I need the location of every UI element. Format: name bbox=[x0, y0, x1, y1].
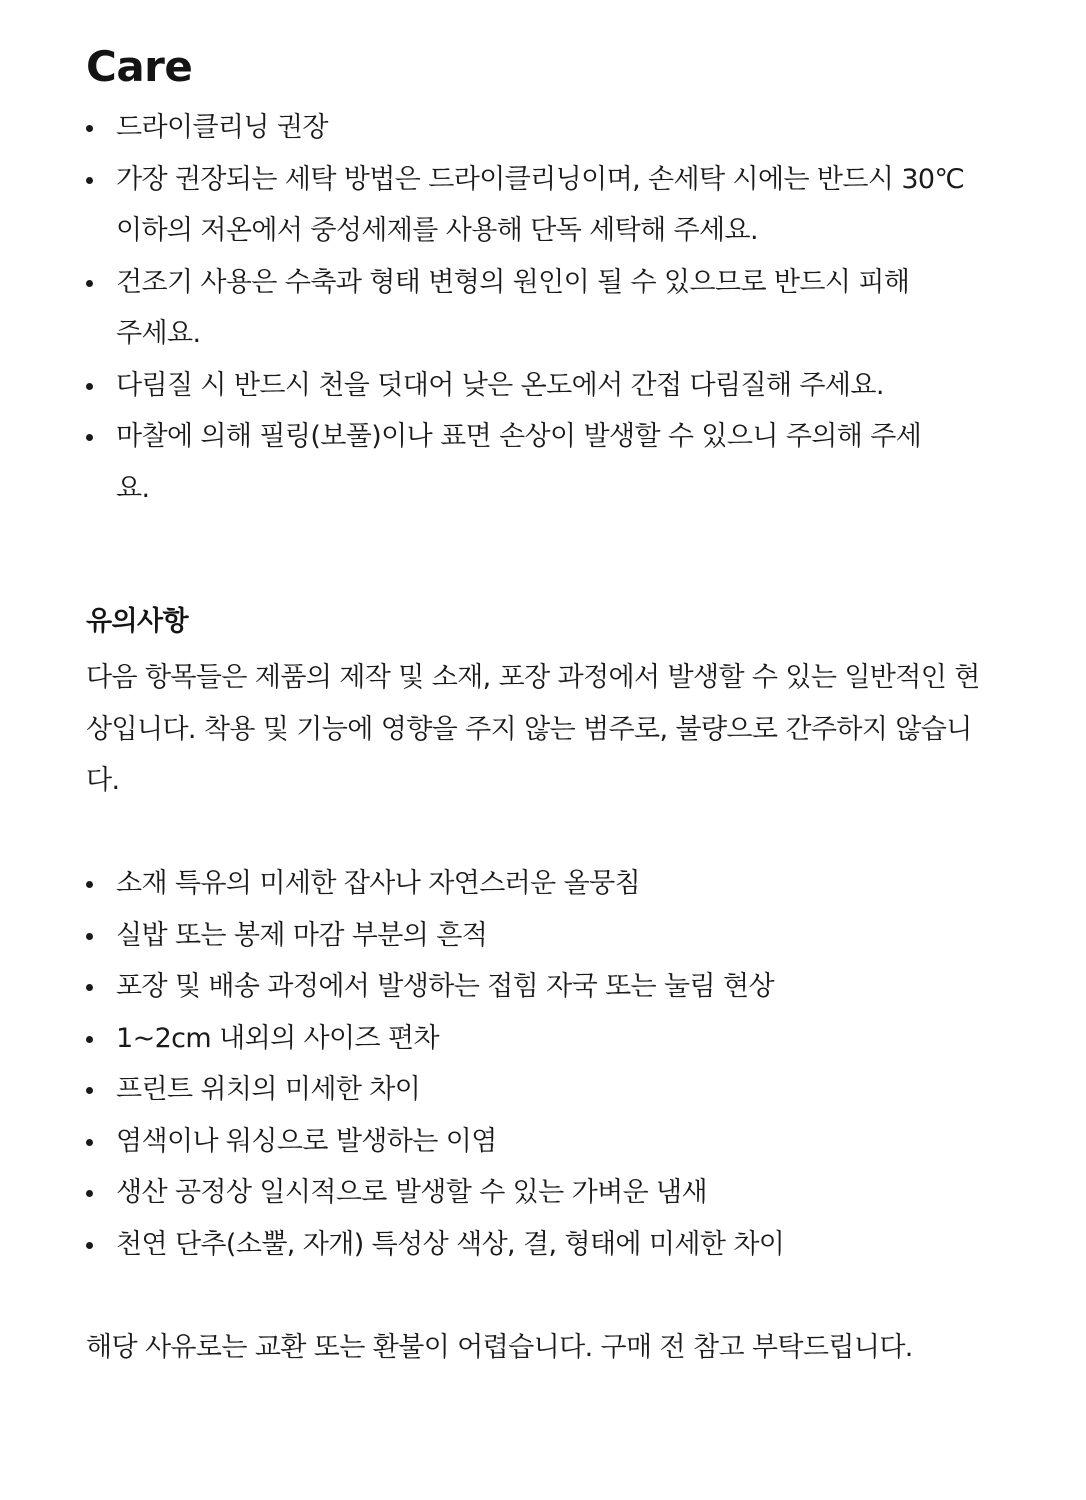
notice-item-text: 실밥 또는 봉제 마감 부분의 흔적 bbox=[116, 919, 488, 951]
notice-item bbox=[86, 1219, 986, 1271]
care-item bbox=[86, 257, 926, 360]
bullet-icon bbox=[86, 1036, 93, 1043]
bullet-icon bbox=[86, 1242, 93, 1249]
closing-note: 해당 사유로는 교환 또는 환불이 어렵습니다. 구매 전 참고 부탁드립니다. bbox=[86, 1332, 913, 1363]
bullet-icon bbox=[86, 280, 93, 287]
bullet-icon bbox=[86, 125, 93, 132]
bullet-icon bbox=[86, 1087, 93, 1094]
notice-title: 유의사항 bbox=[86, 606, 188, 637]
care-item bbox=[86, 102, 986, 154]
bullet-icon bbox=[86, 383, 93, 390]
notice-item-text: 생산 공정상 일시적으로 발생할 수 있는 가벼운 냄새 bbox=[116, 1177, 707, 1208]
notice-item bbox=[86, 1064, 986, 1116]
care-item bbox=[86, 411, 946, 514]
notice-item-text: 천연 단추(소뿔, 자개) 특성상 색상, 결, 형태에 미세한 차이 bbox=[116, 1228, 785, 1260]
bullet-icon bbox=[86, 984, 93, 991]
care-title: Care bbox=[86, 42, 193, 91]
care-item-text: 다림질 시 반드시 천을 덧대어 낮은 온도에서 간접 다림질해 주세요. bbox=[116, 369, 884, 401]
notice-item-text: 프린트 위치의 미세한 차이 bbox=[116, 1074, 421, 1105]
notice-item bbox=[86, 858, 986, 910]
care-item-text: 드라이클리닝 권장 bbox=[116, 112, 328, 143]
notice-item bbox=[86, 1167, 986, 1219]
care-item-text: 건조기 사용은 수축과 형태 변형의 원인이 될 수 있으므로 반드시 피해주세요. bbox=[116, 266, 910, 349]
notice-item bbox=[86, 910, 986, 962]
bullet-icon bbox=[86, 1139, 93, 1146]
notice-item-text: 소재 특유의 미세한 잡사나 자연스러운 올뭉침 bbox=[116, 868, 641, 899]
care-instructions-list bbox=[86, 102, 986, 514]
notice-item-text: 포장 및 배송 과정에서 발생하는 접힘 자국 또는 눌림 현상 bbox=[116, 971, 774, 1002]
bullet-icon bbox=[86, 881, 93, 888]
care-item-text: 마찰에 의해 필링(보풀)이나 표면 손상이 발생할 수 있으니 주의해 주세요. bbox=[116, 421, 922, 504]
notice-item bbox=[86, 1116, 986, 1168]
care-item-text: 가장 권장되는 세탁 방법은 드라이클리닝이며, 손세탁 시에는 반드시 30℃ 이하의 저온에서 중성세제를 사용해 단독 세탁해 주세요. bbox=[116, 163, 965, 246]
notice-item bbox=[86, 1013, 986, 1065]
notice-item-text: 1~2cm 내외의 사이즈 편차 bbox=[116, 1022, 439, 1054]
bullet-icon bbox=[86, 1190, 93, 1197]
bullet-icon bbox=[86, 933, 93, 940]
care-item bbox=[86, 154, 996, 257]
notice-item-text: 염색이나 워싱으로 발생하는 이염 bbox=[116, 1125, 497, 1157]
notice-description: 다음 항목들은 제품의 제작 및 소재, 포장 과정에서 발생할 수 있는 일반적인 현상입니다. 착용 및 기능에 영향을 주지 않는 범주로, 불량으로 간주하지 않습니다. bbox=[86, 662, 980, 796]
notice-item bbox=[86, 961, 986, 1013]
notice-items-list bbox=[86, 858, 986, 1270]
bullet-icon bbox=[86, 177, 93, 184]
bullet-icon bbox=[86, 434, 93, 441]
care-item bbox=[86, 360, 986, 412]
